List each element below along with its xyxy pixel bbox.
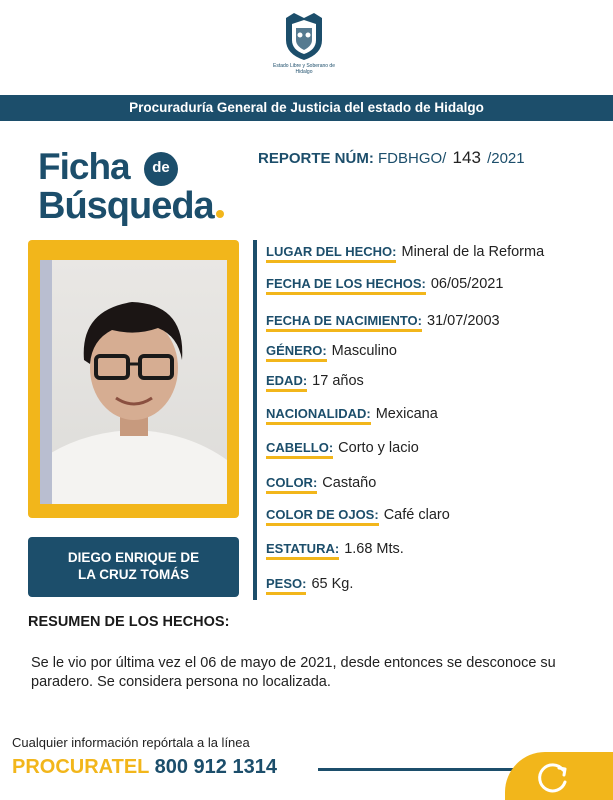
title-word-busqueda: [38, 186, 224, 226]
field-fecha-nacimiento: [266, 313, 500, 329]
summary-text: Se le vio por última vez el 06 de mayo de 2021, desde entonces se desconoce su paradero. Se considera persona no localizada.: [31, 655, 556, 690]
field-value: 17 años: [312, 373, 364, 389]
field-label: COLOR DE OJOS:: [266, 507, 379, 526]
person-name: [28, 537, 239, 597]
field-value: Corto y lacio: [338, 440, 419, 456]
field-label: ESTATURA:: [266, 541, 339, 560]
field-value: Masculino: [331, 343, 397, 359]
field-estatura: [266, 541, 404, 557]
field-label: FECHA DE NACIMIENTO:: [266, 313, 422, 332]
institution-banner: Procuraduría General de Justicia del estado de Hidalgo: [0, 95, 613, 121]
field-label: COLOR:: [266, 475, 317, 494]
footer-line: [318, 768, 513, 771]
vertical-divider: [253, 240, 257, 600]
field-peso: [266, 576, 353, 592]
field-edad: [266, 373, 364, 389]
person-portrait-icon: [40, 260, 227, 504]
field-cabello: [266, 440, 419, 456]
title-word-ficha: Ficha: [38, 146, 130, 187]
state-seal: [268, 10, 340, 84]
field-label: NACIONALIDAD:: [266, 406, 371, 425]
coat-of-arms-icon: [278, 10, 330, 62]
page-title: [38, 146, 214, 227]
contact-prompt: Cualquier información repórtala a la línea: [12, 735, 250, 750]
field-value: Mineral de la Reforma: [401, 244, 545, 260]
footer-corner-decoration: [505, 752, 613, 800]
hotline-brand: PROCURATEL: [12, 756, 150, 778]
field-label: FECHA DE LOS HECHOS:: [266, 276, 426, 295]
report-suffix: /2021: [487, 150, 525, 167]
field-label: CABELLO:: [266, 440, 333, 459]
report-value: 143: [452, 148, 481, 167]
field-label: PESO:: [266, 576, 306, 595]
person-name-line1: DIEGO ENRIQUE DE: [67, 550, 200, 565]
field-color-ojos: [266, 507, 450, 523]
field-value: 1.68 Mts.: [344, 541, 404, 557]
person-photo: [40, 260, 227, 504]
summary-title: RESUMEN DE LOS HECHOS:: [28, 614, 230, 630]
field-nacionalidad: [266, 406, 438, 422]
report-label: REPORTE NÚM:: [258, 150, 374, 167]
field-label: GÉNERO:: [266, 343, 327, 362]
field-value: Castaño: [322, 475, 377, 491]
photo-frame: [28, 240, 239, 518]
hotline-number: 800 912 1314: [154, 756, 277, 778]
title-dot: [216, 210, 224, 218]
refresh-logo-icon: [535, 760, 571, 796]
field-lugar: [266, 244, 544, 260]
photo-background-stripe: [40, 260, 52, 504]
field-label: LUGAR DEL HECHO:: [266, 244, 396, 263]
field-value: 31/07/2003: [427, 313, 500, 329]
title-word-busqueda-text: Búsqueda: [38, 185, 214, 227]
field-value: Café claro: [383, 507, 450, 523]
field-genero: [266, 343, 397, 359]
hotline: [12, 756, 277, 779]
field-value: 06/05/2021: [430, 276, 504, 292]
field-fecha-hechos: [266, 276, 503, 292]
field-label: EDAD:: [266, 373, 307, 392]
report-prefix: FDBHGO/: [378, 150, 447, 167]
field-color: [266, 475, 376, 491]
title-connector-badge: de: [144, 152, 178, 186]
seal-caption: Estado Libre y Soberano de Hidalgo: [273, 63, 335, 75]
report-number: [258, 148, 525, 168]
field-value: Mexicana: [375, 406, 438, 422]
person-name-line2: LA CRUZ TOMÁS: [78, 567, 189, 582]
field-value: 65 Kg.: [311, 576, 354, 592]
